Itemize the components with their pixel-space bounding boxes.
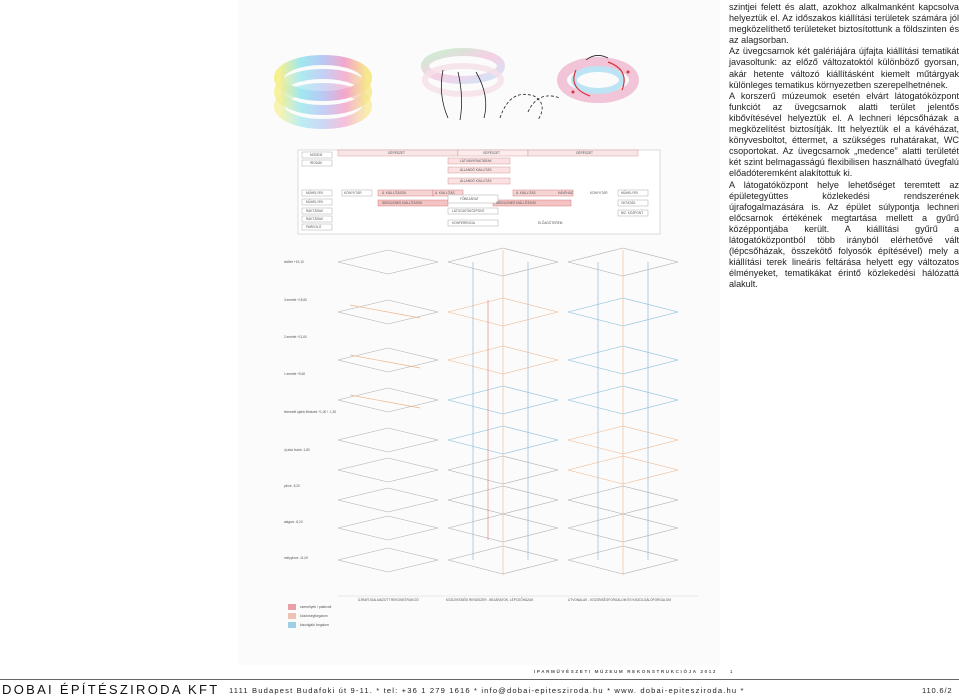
schema-label: IDEIGLENES KIÁLLÍTÁSOK xyxy=(382,201,423,205)
schema-label: KONFERENCIA xyxy=(452,221,476,225)
schema-label: RAKTÁRAK xyxy=(306,217,324,221)
legend-label: kiszolgáló forgalom xyxy=(300,623,330,627)
footer-divider xyxy=(0,679,959,680)
bottom-label: KÖZLEKEDÉSI RENDSZER - BEJÁRATOK, LÉPCSŐHÁZAK xyxy=(446,598,534,602)
legend-swatch xyxy=(288,604,296,610)
schema-label: Á. KIÁLLÍTÁS xyxy=(516,191,536,195)
schema-label: BIZ. KÖZPONT xyxy=(621,211,644,215)
level-label: tetőtér +19,10 xyxy=(284,260,304,264)
legend-label: közönségforgalom xyxy=(300,614,328,618)
diagram-area xyxy=(238,0,720,665)
level-label: 2.emelet +11,60 xyxy=(284,335,307,339)
schema-label: KÁVÉHÁZ xyxy=(558,191,573,195)
sheet-number-small: 1 xyxy=(729,669,735,674)
schema-label: GÉPÉSZET xyxy=(483,151,501,155)
schema-label: Á. KIÁLLÍTÁS xyxy=(435,191,455,195)
ring-diagram-2 xyxy=(425,52,560,120)
schema-label: MŰHELYEK xyxy=(306,200,324,204)
schema-label: KÖNYVTÁR xyxy=(344,191,362,195)
page-number: 110.6/2 xyxy=(922,686,953,695)
schema-label: MODEM xyxy=(310,153,323,157)
axon-column-3 xyxy=(568,248,678,575)
level-label: 3.emelet +15,60 xyxy=(284,298,307,302)
schema-label: FŐBEJÁRAT xyxy=(460,197,479,201)
axon-column-1 xyxy=(338,250,438,572)
schema-label: GÉPÉSZET xyxy=(576,151,594,155)
firm-name: DOBAI ÉPÍTÉSZIRODA KFT xyxy=(2,682,220,697)
schema-label: MŰHELYEK xyxy=(306,191,324,195)
schema-label: IDEIGLENES KIÁLLÍTÁSOK xyxy=(496,201,537,205)
level-label: 1.emelet +5,60 xyxy=(284,372,306,376)
level-label: új alsó fszint -1,80 xyxy=(284,448,310,452)
level-label: mélypince -11,00 xyxy=(284,556,309,560)
bottom-label: UTVONALAK - KÖZÖNSÉGFORGALOM ÉS KISZOLGÁLÓFORGALOM xyxy=(568,598,671,602)
body-text-column xyxy=(729,2,959,290)
schema-label: PARKOLÓ xyxy=(306,225,322,229)
axon-column-2 xyxy=(448,248,558,575)
diagram-drawing xyxy=(238,0,720,665)
schema-label: KÖNYVTÁR xyxy=(590,191,608,195)
paragraph: szintjei felett és alatt, azokhoz alkalmanként kapcsolva helyeztük el. Az időszakos kiállítási területek számára jól megközelíthető területeket biztosítottunk a földszinten és az alagsorban. xyxy=(729,2,959,46)
schema-label: GÉPÉSZET xyxy=(388,151,406,155)
schema-label: ELŐADÓTEREM xyxy=(538,221,563,225)
level-label: alagsor -8,20 xyxy=(284,520,303,524)
level-label: felemeltt újabb földszint +1,00 / -1,30 xyxy=(284,410,337,414)
project-title-text: IPARMŰVÉSZETI MÚZEUM REKONSTRUKCIÓJA 2012 xyxy=(534,669,718,674)
paragraph: A látogatóközpont helye lehetőséget teremtett az épületegyüttes közlekedési rendszerének újrafogalmazására is. Az épület súlypontja lechneri előcsarnok értékének megtartása mellett a gyűrű középpontjába került. A kiállítási gyűrű a látogatóközpontból több irányból elérhetővé vált (lépcsőházak, összekötő folyosók építésével) mely a kiállítási terek lineáris feltárása helyett egy változatos élményeket, tematikákat érintő közlekedési hálózattá alakult. xyxy=(729,179,959,290)
schema-label: Á. KIÁLLÍTÁSOK xyxy=(382,191,407,195)
schema-label: ÁLLANDÓ KIÁLLÍTÁS xyxy=(460,168,492,172)
schema-label: IRODÁK xyxy=(310,161,323,165)
ring-diagram-3 xyxy=(562,55,634,98)
schema-label: RAKTÁRAK xyxy=(306,209,324,213)
paragraph: Az üvegcsarnok két galériájára újfajta kiállítási tematikát javasoltunk: az előző változatoktól különböző gyorsan, akár hetente változó kiállításként kiemelt műtárgyak különleges tematikus környezetben szerepelhetnének. xyxy=(729,46,959,90)
schema-label: ÁLLANDÓ KIÁLLÍTÁS xyxy=(460,179,492,183)
schema-label: MŰHELYEK xyxy=(621,191,639,195)
ring-diagram-1 xyxy=(279,60,367,124)
firm-address: 1111 Budapest Budafoki út 9-11. * tel: +36 1 279 1616 * info@dobai-epiteszirodа.hu * www. dobai-epiteszirodа.hu * xyxy=(229,686,745,695)
level-label: pince -5,20 xyxy=(284,484,300,488)
schema-label: LÁTOGATÓKÖZPONT xyxy=(452,209,485,213)
legend-label: személyek / pakkvolt xyxy=(300,605,332,609)
legend-swatch xyxy=(288,622,296,628)
project-title xyxy=(534,669,734,674)
schema-label: OKTATÁS xyxy=(621,201,636,205)
legend-swatch xyxy=(288,613,296,619)
bottom-label: ÚJRAFOGALMAZOTT REKONSTRUKCIÓ xyxy=(358,598,419,602)
paragraph: A korszerű múzeumok esetén elvárt látogatóközpont funkciót az üvegcsarnok alatti terület jelentős kibővítésével helyeztük el. A lechneri lépcsőházak a megközelítést biztosítják. Itt helyeztük el a kávéházat, könyvesboltot, éttermet, a szükséges ruhatárakat, WC csoportokat. Az üvegcsarnok „medence” alatti területét két szint belmagasságú flexibilisen használható üvegfalú előadóteremként alakítottuk ki. xyxy=(729,90,959,179)
schema-label: LÁTVÁNYRAKTÁRAK xyxy=(460,159,492,163)
